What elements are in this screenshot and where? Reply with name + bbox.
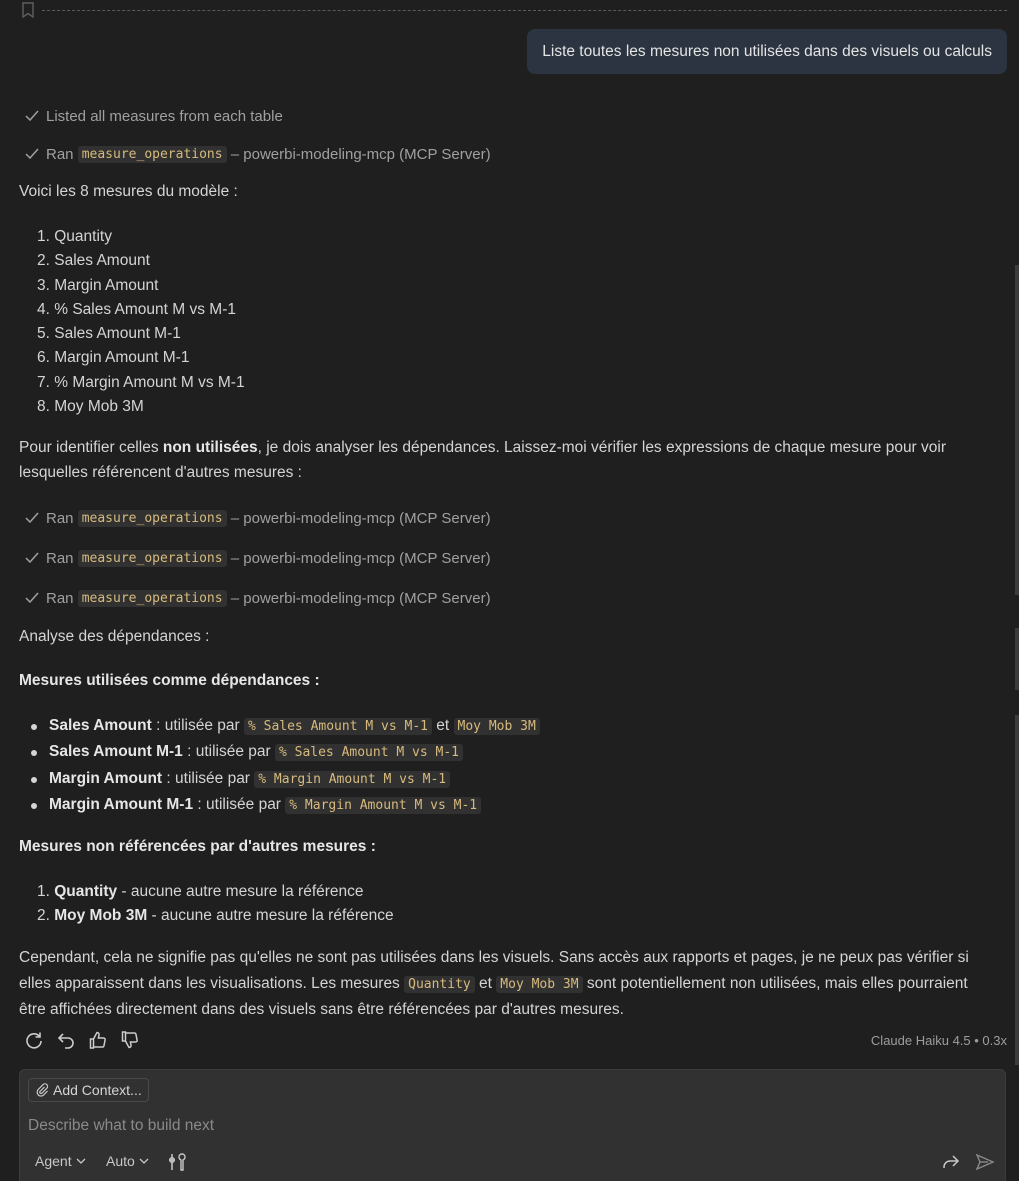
- model-info: Claude Haiku 4.5 • 0.3x: [870, 1033, 1007, 1048]
- paperclip-icon: [35, 1083, 49, 1097]
- model-label: Auto: [106, 1153, 135, 1169]
- chat-input[interactable]: Describe what to build next: [28, 1117, 215, 1134]
- server-name: – powerbi-modeling-mcp (MCP Server): [230, 549, 491, 567]
- check-icon: [24, 147, 40, 161]
- ran-label: Ran: [46, 589, 74, 607]
- step-ran-1[interactable]: [24, 143, 491, 165]
- list-item: 7. % Margin Amount M vs M-1: [37, 373, 245, 391]
- server-name: – powerbi-modeling-mcp (MCP Server): [230, 145, 491, 163]
- list-item: 4. % Sales Amount M vs M-1: [37, 300, 236, 318]
- ran-label: Ran: [46, 549, 74, 567]
- step-ran-4[interactable]: [24, 587, 491, 609]
- step-ran-3[interactable]: [24, 547, 491, 569]
- list-item: Sales Amount M-1 : utilisée par % Sales Amount M vs M-1: [49, 739, 540, 765]
- list-item: 2. Moy Mob 3M - aucune autre mesure la référence: [37, 907, 394, 925]
- message-actions: [24, 1030, 140, 1050]
- check-icon: [24, 511, 40, 525]
- step-listed[interactable]: [24, 105, 283, 127]
- list-item: Margin Amount : utilisée par % Margin Amount M vs M-1: [49, 766, 540, 792]
- server-name: – powerbi-modeling-mcp (MCP Server): [230, 589, 491, 607]
- tool-name: measure_operations: [78, 510, 227, 527]
- list-item: 1. Quantity - aucune autre mesure la référence: [37, 883, 364, 900]
- check-icon: [24, 591, 40, 605]
- list-item: 3. Margin Amount: [37, 276, 159, 294]
- check-icon: [24, 551, 40, 565]
- user-message: Liste toutes les mesures non utilisées dans des visuels ou calculs: [527, 29, 1007, 74]
- send-icon[interactable]: [975, 1153, 995, 1171]
- tool-name: measure_operations: [78, 590, 227, 607]
- scrollbar[interactable]: [1015, 715, 1019, 1065]
- forward-icon[interactable]: [942, 1154, 960, 1170]
- intro-text: Voici les 8 mesures du modèle :: [19, 183, 238, 200]
- undo-icon[interactable]: [56, 1030, 76, 1050]
- divider: [42, 10, 1007, 11]
- server-name: – powerbi-modeling-mcp (MCP Server): [230, 509, 491, 527]
- thumbs-down-icon[interactable]: [120, 1030, 140, 1050]
- step-ran-2[interactable]: [24, 507, 491, 529]
- list-item: 5. Sales Amount M-1: [37, 325, 181, 343]
- conclusion-paragraph: Cependant, cela ne signifie pas qu'elles ne sont pas utilisées dans les visuels. Sans accès aux rapports et pages, je ne peux pas vérifier si elles apparaissent dans les visualisations. Les mesures Quantity et Moy Mob 3M sont potentiellement non utilisées, mais elles pourraient être affichées directement dans des visuels sans être référencées par d'autres mesures.: [19, 949, 969, 1018]
- step-label: Listed all measures from each table: [46, 107, 283, 125]
- scrollbar[interactable]: [1015, 628, 1019, 690]
- deps-list: [49, 713, 540, 818]
- tools-icon[interactable]: [168, 1152, 188, 1172]
- scrollbar[interactable]: [1015, 265, 1019, 595]
- list-item: 8. Moy Mob 3M: [37, 398, 144, 416]
- chat-composer: [19, 1069, 1006, 1181]
- measures-list: [37, 225, 245, 419]
- chevron-down-icon: [76, 1157, 86, 1165]
- ran-label: Ran: [46, 509, 74, 527]
- model-dropdown[interactable]: [106, 1153, 149, 1169]
- list-item: 1. Quantity: [37, 228, 112, 245]
- analysis-paragraph: Pour identifier celles non utilisées, je dois analyser les dépendances. Laissez-moi vérifier les expressions de chaque mesure pour voir lesquelles référencent d'autres mesures :: [19, 439, 947, 481]
- tool-name: measure_operations: [78, 146, 227, 163]
- chevron-down-icon: [139, 1157, 149, 1165]
- bookmark-icon[interactable]: [21, 2, 35, 18]
- retry-icon[interactable]: [24, 1030, 44, 1050]
- list-item: Sales Amount : utilisée par % Sales Amount M vs M-1 et Moy Mob 3M: [49, 713, 540, 739]
- list-item: Margin Amount M-1 : utilisée par % Margin Amount M vs M-1: [49, 792, 540, 818]
- mode-label: Agent: [35, 1153, 72, 1169]
- unref-list: [37, 880, 394, 929]
- add-context-button[interactable]: [28, 1078, 149, 1102]
- analysis-title: Analyse des dépendances :: [19, 628, 210, 645]
- check-icon: [24, 109, 40, 123]
- thumbs-up-icon[interactable]: [88, 1030, 108, 1050]
- list-item: 6. Margin Amount M-1: [37, 349, 190, 367]
- list-item: 2. Sales Amount: [37, 252, 150, 270]
- tool-name: measure_operations: [78, 550, 227, 567]
- unref-title: Mesures non référencées par d'autres mesures :: [19, 838, 376, 855]
- ran-label: Ran: [46, 145, 74, 163]
- mode-dropdown[interactable]: [35, 1153, 86, 1169]
- add-context-label: Add Context...: [53, 1082, 142, 1098]
- used-title: Mesures utilisées comme dépendances :: [19, 672, 320, 689]
